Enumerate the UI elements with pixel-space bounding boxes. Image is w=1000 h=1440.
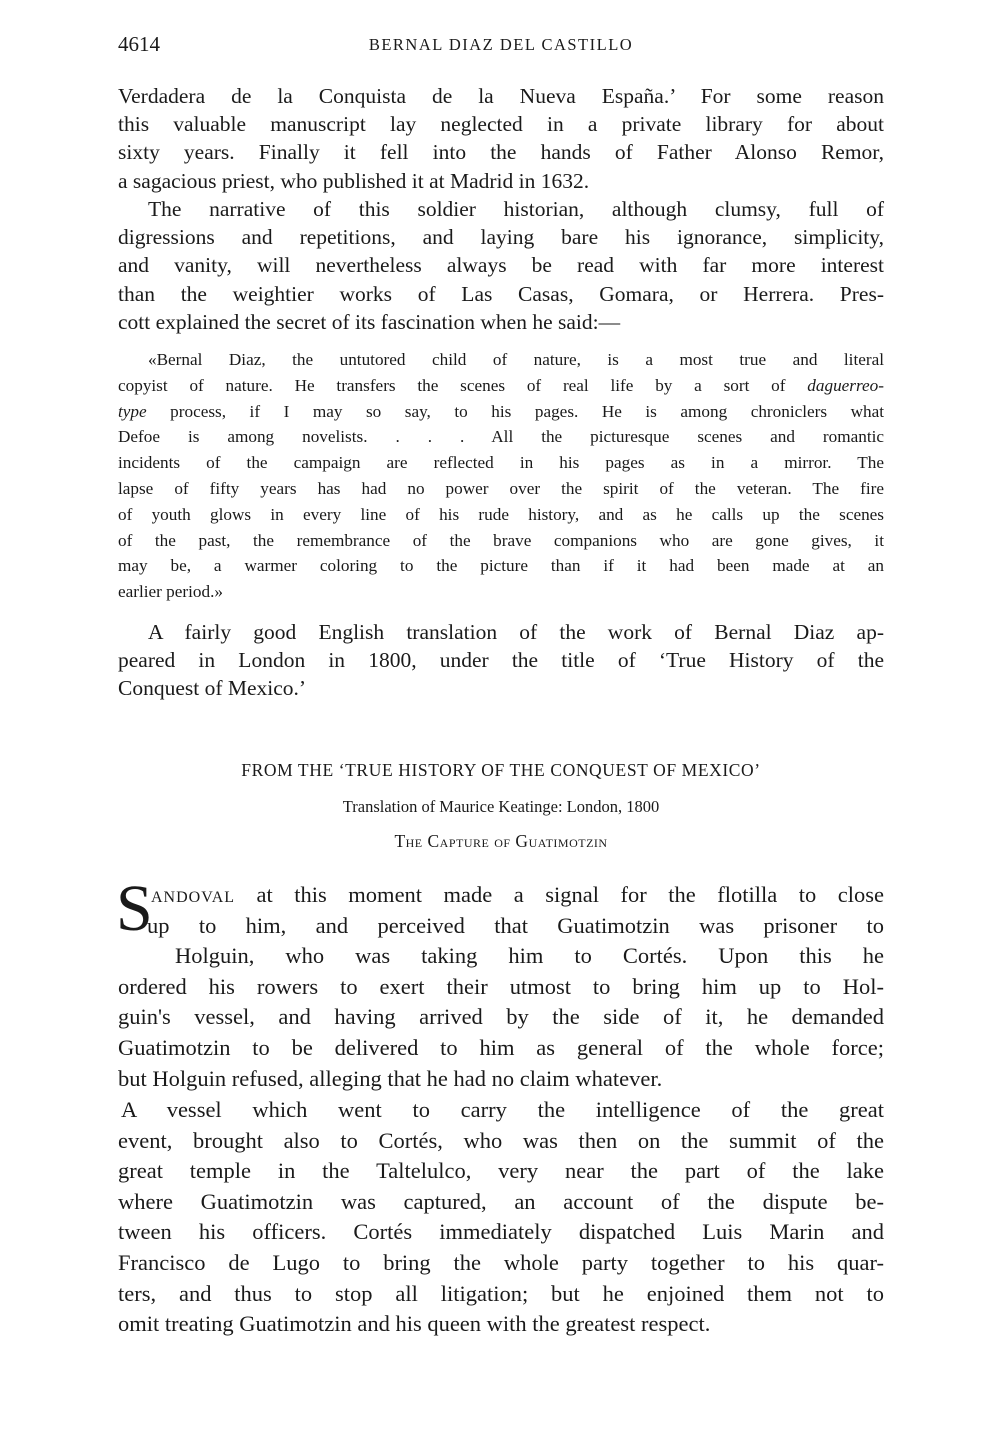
running-title: BERNAL DIAZ DEL CASTILLO: [368, 35, 634, 54]
text-line: «Bernal Diaz, the untutored child of nature, is a most true and literal: [148, 350, 884, 369]
text-line: may be, a warmer coloring to the picture than if it had been made at an: [118, 556, 884, 576]
drop-cap: S: [116, 872, 153, 945]
text-line: Conquest of Mexico.’: [118, 676, 307, 701]
text-line: copyist of nature. He transfers the scenes of real life by a sort of daguerreo-: [118, 375, 884, 395]
text-line: type process, if I may so say, to his pages. He is among chroniclers what: [118, 401, 884, 421]
story-paragraph-1: [118, 880, 884, 1094]
text-line: Holguin, who was taking him to Cortés. Upon this he: [175, 943, 884, 969]
text-line: Verdadera de la Conquista de la Nueva España.’ For some reason: [118, 84, 884, 108]
text-line: andoval at this moment made a signal for the flotilla to close: [151, 882, 884, 907]
text-line: sixty years. Finally it fell into the hands of Father Alonso Remor,: [118, 140, 884, 165]
chapter-title: The Capture of Guatimotzin: [394, 831, 608, 851]
story-paragraph-2: [118, 1095, 884, 1340]
text-line: peared in London in 1800, under the title of ‘True History of the: [118, 648, 884, 673]
text-line: event, brought also to Cortés, who was then on the summit of the: [118, 1127, 884, 1153]
text-line: of youth glows in every line of his rude history, and as he calls up the scenes: [118, 504, 884, 524]
text-line: Francisco de Lugo to bring the whole party together to his quar-: [118, 1249, 884, 1275]
running-header: [118, 32, 884, 62]
text-line: cott explained the secret of its fascination when he said:—: [118, 309, 621, 334]
paragraph-narrative: [118, 195, 884, 336]
text-line: digressions and repetitions, and laying bare his ignorance, simplicity,: [118, 225, 884, 250]
text-line: of the past, the remembrance of the brave companions who are gone gives, it: [118, 530, 884, 550]
text-line: incidents of the campaign are reflected in his pages as in a mirror. The: [118, 453, 884, 473]
text-line: but Holguin refused, alleging that he had no claim whatever.: [118, 1065, 663, 1091]
text-line: than the weightier works of Las Casas, Gomara, or Herrera. Pres-: [118, 281, 884, 306]
text-line: ordered his rowers to exert their utmost to bring him up to Hol-: [118, 973, 884, 999]
text-line: this valuable manuscript lay neglected in a private library for about: [118, 112, 884, 137]
text-line: ters, and thus to stop all litigation; but he enjoined them not to: [118, 1280, 884, 1306]
text-line: earlier period.»: [118, 582, 223, 602]
text-line: tween his officers. Cortés immediately dispatched Luis Marin and: [118, 1219, 884, 1245]
text-line: Guatimotzin to be delivered to him as general of the whole force;: [118, 1034, 884, 1060]
paragraph-intro: [118, 82, 884, 195]
text-line: where Guatimotzin was captured, an account of the dispute be-: [118, 1188, 884, 1214]
block-quote: [118, 347, 884, 605]
text-line: Defoe is among novelists. . . . All the picturesque scenes and romantic: [118, 427, 884, 447]
section-heading: FROM THE ‘TRUE HISTORY OF THE CONQUEST OF MEXICO’: [241, 760, 761, 780]
text-line: great temple in the Taltelulco, very near the part of the lake: [118, 1158, 884, 1184]
text-line: A fairly good English translation of the work of Bernal Diaz ap-: [148, 620, 884, 644]
paragraph-translation: [118, 618, 884, 703]
text-line: A vessel which went to carry the intelligence of the great: [121, 1097, 884, 1122]
text-line: up to him, and perceived that Guatimotzin was prisoner to: [147, 912, 884, 938]
text-line: a sagacious priest, who published it at Madrid in 1632.: [118, 168, 590, 193]
text-line: omit treating Guatimotzin and his queen with the greatest respect.: [118, 1311, 711, 1337]
section-subtitle: Translation of Maurice Keatinge: London, 1800: [342, 797, 660, 816]
text-line: The narrative of this soldier historian, although clumsy, full of: [148, 197, 884, 221]
text-line: guin's vessel, and having arrived by the side of it, he demanded: [118, 1004, 884, 1030]
text-line: and vanity, will nevertheless always be read with far more interest: [118, 253, 884, 278]
text-line: lapse of fifty years has had no power over the spirit of the veteran. The fire: [118, 478, 884, 498]
page-number: 4614: [118, 32, 160, 56]
